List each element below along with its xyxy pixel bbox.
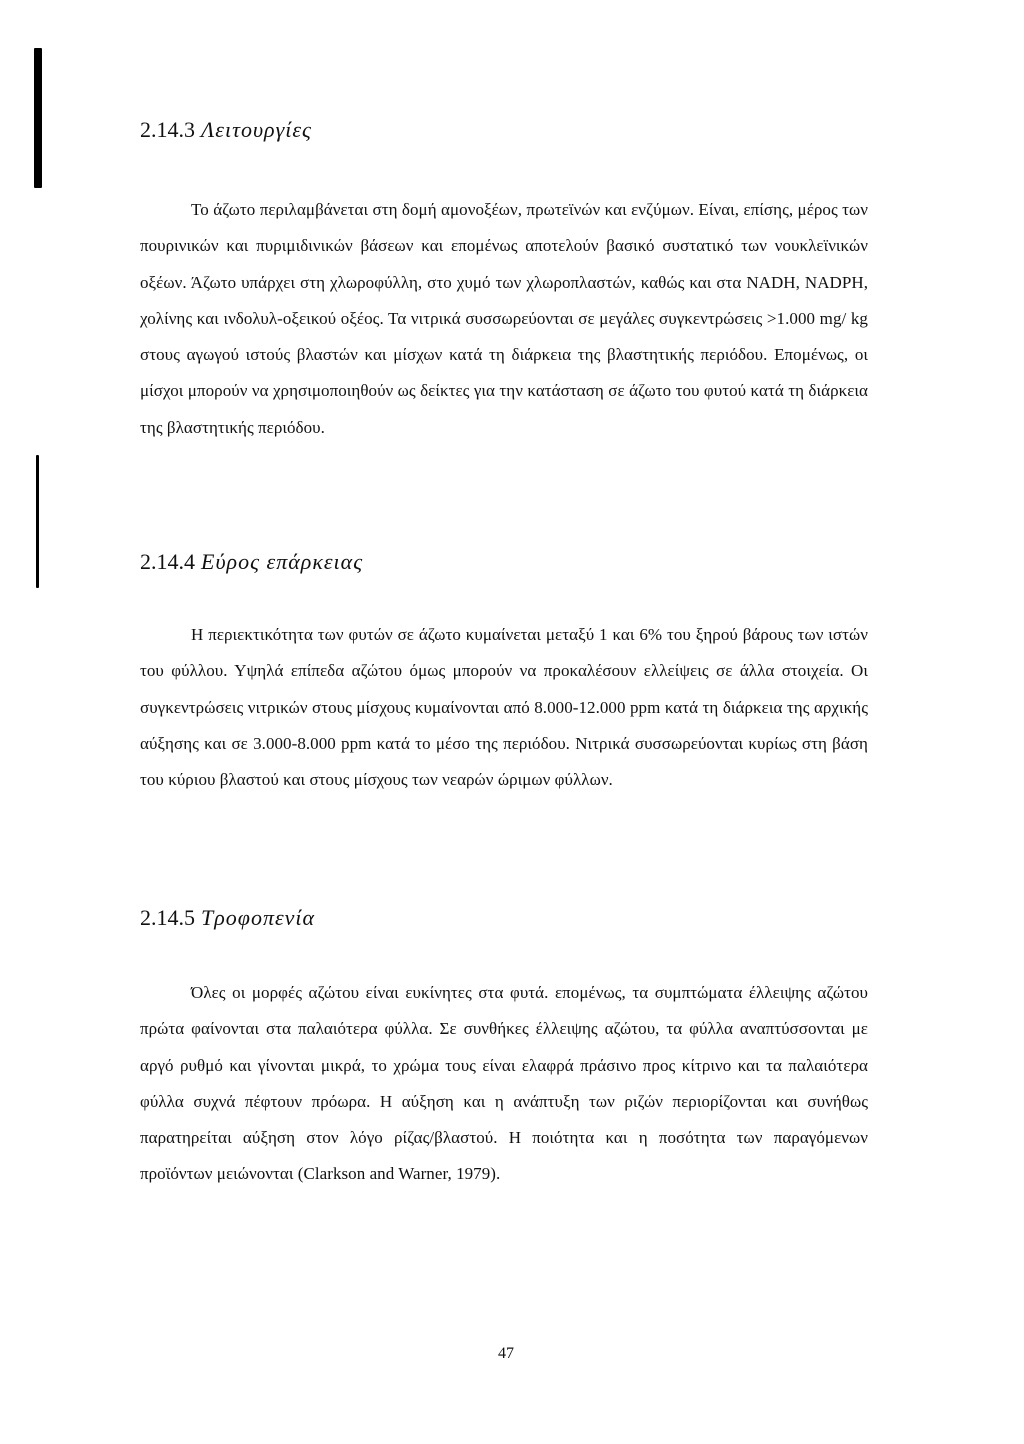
section-title: Τροφοπενία	[201, 905, 316, 930]
section-title: Εύρος επάρκειας	[201, 549, 364, 574]
section-heading-sufficiency-range	[140, 548, 363, 576]
section-heading-deficiency	[140, 904, 315, 932]
section-paragraph-deficiency: Όλες οι μορφές αζώτου είναι ευκίνητες στα φυτά. επομένως, τα συμπτώματα έλλειψης αζώτου πρώτα φαίνονται στα παλαιότερα φύλλα. Σε συνθήκες έλλειψης αζώτου, τα φύλλα αναπτύσσονται με αργό ρυθμό και γίνονται μικρά, το χρώμα τους είναι ελαφρά πράσινο προς κίτρινο και τα παλαιότερα φύλλα συχνά πέφτουν πρόωρα. Η αύξηση και η ανάπτυξη των ριζών περιορίζονται και συνήθως παρατηρείται αύξηση στον λόγο ρίζας/βλαστού. Η ποιότητα και η ποσότητα των παραγόμενων προϊόντων μειώνονται (Clarkson and Warner, 1979).	[140, 983, 868, 1184]
section-paragraph-functions: Το άζωτο περιλαμβάνεται στη δομή αμονοξέων, πρωτεϊνών και ενζύμων. Είναι, επίσης, μέρος των πουρινικών και πυριμιδινικών βάσεων και επομένως αποτελούν βασικό συστατικό των νουκλεϊνικών οξέων. Άζωτο υπάρχει στη χλωροφύλλη, στο χυμό των χλωροπλαστών, καθώς και στα NADH, NADPH, χολίνης και ινδολυλ-οξεικού οξέος. Τα νιτρικά συσσωρεύονται σε μεγάλες συγκεντρώσεις >1.000 mg/ kg στους αγωγού ιστούς βλαστών και μίσχων κατά τη διάρκεια της βλαστητικής περιόδου. Επομένως, οι μίσχοι μπορούν να χρησιμοποιηθούν ως δείκτες για την κατάσταση σε άζωτο του φυτού κατά τη διάρκεια της βλαστητικής περιόδου.	[140, 200, 868, 437]
scan-edge-mark-top	[34, 48, 42, 188]
section-heading-functions	[140, 116, 312, 144]
section-number: 2.14.5	[140, 905, 195, 930]
section-paragraph-sufficiency-range: Η περιεκτικότητα των φυτών σε άζωτο κυμαίνεται μεταξύ 1 και 6% του ξηρού βάρους των ιστών του φύλλου. Υψηλά επίπεδα αζώτου όμως μπορούν να προκαλέσουν ελλείψεις σε άλλα στοιχεία. Οι συγκεντρώσεις νιτρικών στους μίσχους κυμαίνονται από 8.000-12.000 ppm κατά τη διάρκεια της αρχικής αύξησης και σε 3.000-8.000 ppm κατά το μέσο της περιόδου. Νιτρικά συσσωρεύονται κυρίως στη βάση του κύριου βλαστού και στους μίσχους των νεαρών ώριμων φύλλων.	[140, 625, 868, 790]
section-number: 2.14.3	[140, 117, 195, 142]
page-number: 47	[498, 1345, 514, 1362]
section-number: 2.14.4	[140, 549, 195, 574]
section-title: Λειτουργίες	[201, 117, 312, 142]
scan-edge-mark-middle	[36, 455, 39, 588]
